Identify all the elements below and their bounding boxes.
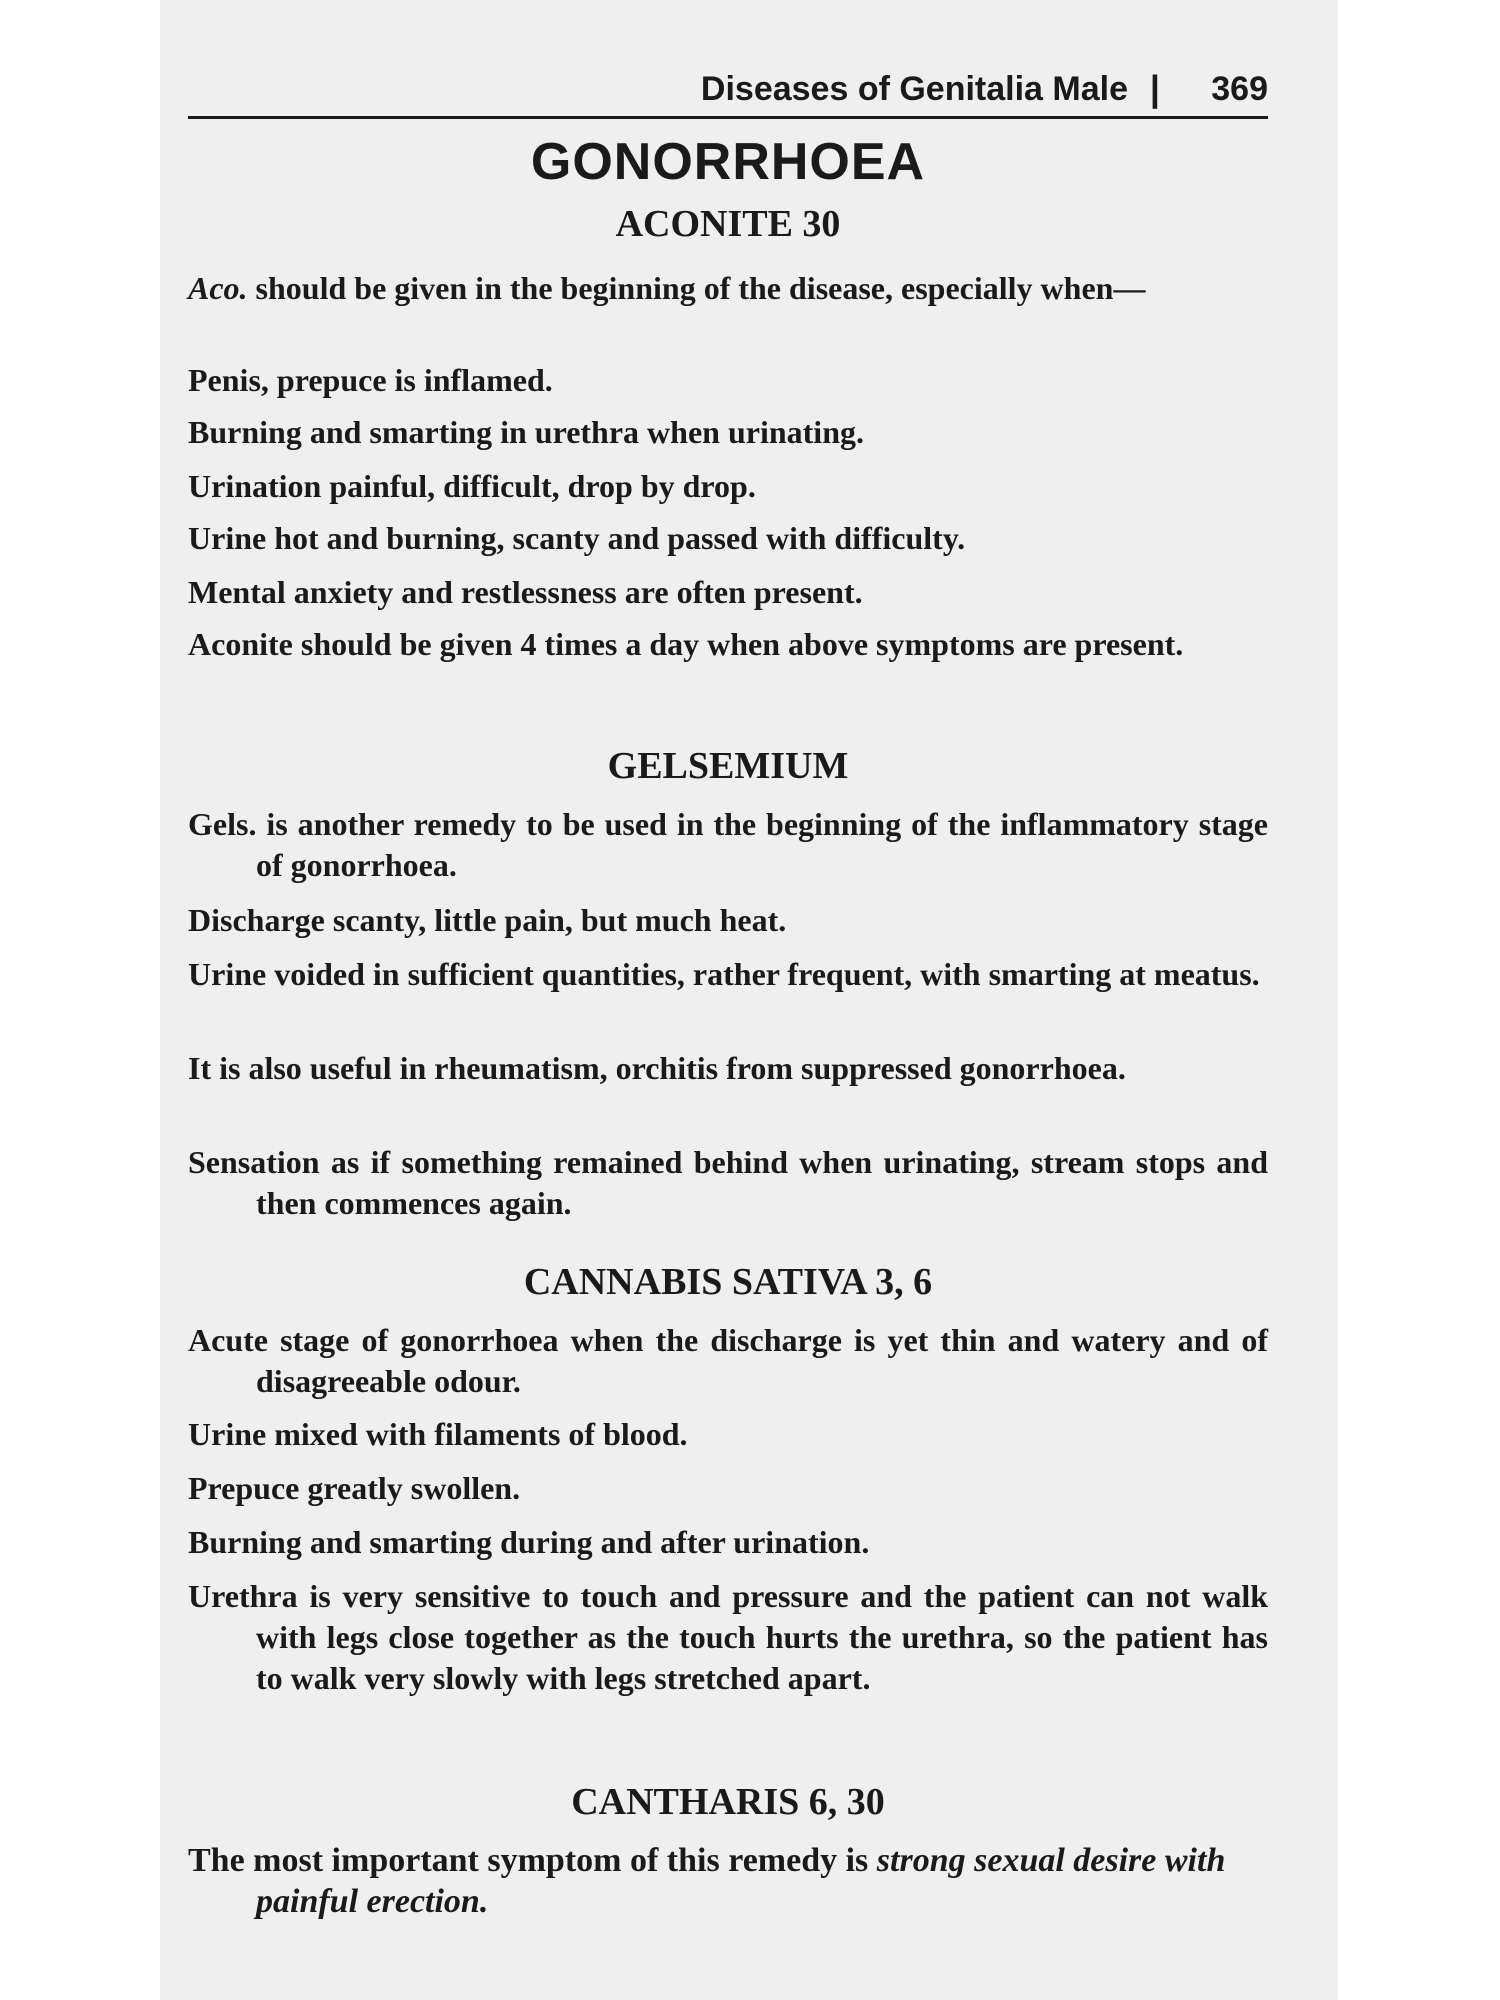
paragraph: Urine hot and burning, scanty and passed with difficulty. <box>188 520 966 556</box>
paragraph: Mental anxiety and restlessness are often present. <box>188 574 863 610</box>
emphasis-text: strong sexual desire with painful erection. <box>256 1842 1226 1920</box>
paragraph: Urine voided in sufficient quantities, rather frequent, with smarting at meatus. <box>188 956 1260 992</box>
remedy-title: CANTHARIS 6, 30 <box>571 1781 885 1823</box>
paragraph: It is also useful in rheumatism, orchitis from suppressed gonorrhoea. <box>188 1050 1126 1086</box>
paragraph-text: The most important symptom of this remedy is <box>188 1842 877 1879</box>
header-separator: | <box>1149 68 1160 109</box>
page-title: GONORRHOEA <box>530 133 926 191</box>
paragraph: Urine mixed with filaments of blood. <box>188 1416 688 1452</box>
paragraph-text: should be given in the beginning of the disease, especially when— <box>247 270 1146 306</box>
paragraph: Aconite should be given 4 times a day when above symptoms are present. <box>188 626 1184 662</box>
paragraph <box>188 804 1268 886</box>
paragraph: Urination painful, difficult, drop by drop. <box>188 468 756 504</box>
paragraph: Burning and smarting in urethra when urinating. <box>188 414 864 450</box>
paragraph: Prepuce greatly swollen. <box>188 1470 521 1506</box>
page-number: 369 <box>1211 70 1268 108</box>
paragraph <box>188 268 1268 309</box>
paragraph-text: is another remedy to be used in the beginning of the inflammatory stage of gonorrhoea. <box>256 806 1268 883</box>
remedy-abbrev: Aco. <box>188 270 248 306</box>
paragraph: Penis, prepuce is inflamed. <box>188 362 553 398</box>
paragraph: Urethra is very sensitive to touch and pressure and the patient can not walk with legs close together as the touch hurts the urethra, so the patient has to walk very slowly with legs stretched apart. <box>188 1578 1268 1696</box>
paragraph <box>188 1840 1268 1922</box>
remedy-abbrev: Gels. <box>188 806 257 842</box>
chapter-title: Diseases of Genitalia Male <box>700 70 1128 108</box>
paragraph: Sensation as if something remained behind when urinating, stream stops and then commences again. <box>188 1144 1268 1221</box>
running-header <box>188 64 1268 119</box>
remedy-title: CANNABIS SATIVA 3, 6 <box>523 1261 933 1303</box>
paragraph: Acute stage of gonorrhoea when the discharge is yet thin and watery and of disagreeable odour. <box>188 1322 1268 1399</box>
remedy-title: GELSEMIUM <box>607 745 849 787</box>
remedy-title: ACONITE 30 <box>615 203 841 245</box>
paragraph: Discharge scanty, little pain, but much heat. <box>188 902 787 938</box>
paragraph: Burning and smarting during and after urination. <box>188 1524 870 1560</box>
